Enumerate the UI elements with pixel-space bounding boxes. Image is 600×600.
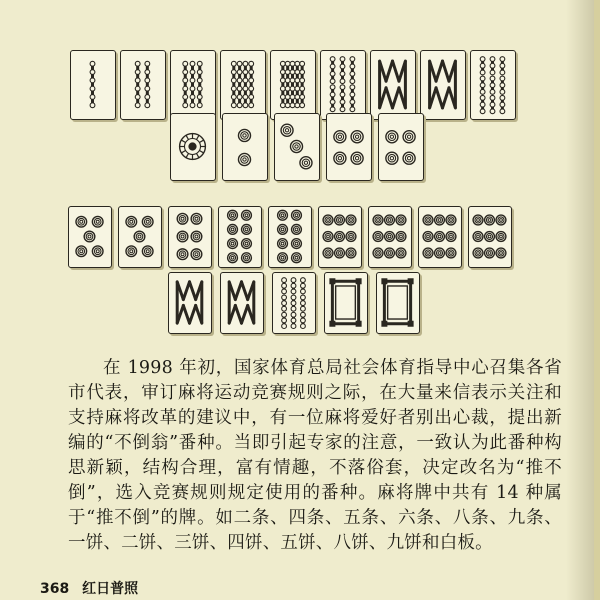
nine-circle-tile xyxy=(468,206,512,268)
five-circle-tile xyxy=(118,206,162,268)
nine-bamboo-tile xyxy=(272,272,316,334)
white-dragon-tile xyxy=(376,272,420,334)
page-number: 368 xyxy=(40,581,70,597)
eight-circle-tile xyxy=(218,206,262,268)
six-circle-tile xyxy=(168,206,212,268)
eight-bamboo-tile xyxy=(220,272,264,334)
nine-circle-tile xyxy=(418,206,462,268)
two-bamboo-tile xyxy=(120,50,166,120)
body-paragraph: 在 1998 年初，国家体育总局社会体育指导中心召集各省市代表，审订麻将运动竞赛规则之际，在大量来信表示关注和支持麻将改革的建议中，有一位麻将爱好者别出心裁，提出新编的“不倒翁”番种。当即引起专家的注意，一致认为此番种构思新颖，结构合理，富有情趣，不落俗套，决定改名为“推不倒”，选入竞赛规则规定使用的番种。麻将牌中共有 14 种属于“推不倒”的牌。如二条、四条、五条、六条、八条、九条、一饼、二饼、三饼、四饼、五饼、八饼、九饼和白板。 xyxy=(68,358,562,553)
running-title: 红日普照 xyxy=(82,581,139,597)
three-circle-tile xyxy=(274,113,320,181)
two-circle-tile xyxy=(222,113,268,181)
nine-circle-tile xyxy=(318,206,362,268)
nine-circle-tile xyxy=(368,206,412,268)
four-bamboo-tile xyxy=(220,50,266,120)
five-bamboo-tile xyxy=(270,50,316,120)
page-edge xyxy=(594,0,600,600)
five-circle-tile xyxy=(68,206,112,268)
four-circle-tile xyxy=(378,113,424,181)
one-bamboo-tile xyxy=(70,50,116,120)
white-dragon-tile xyxy=(324,272,368,334)
eight-bamboo-tile xyxy=(370,50,416,120)
nine-bamboo-tile xyxy=(470,50,516,120)
one-circle-tile xyxy=(170,113,216,181)
six-bamboo-tile xyxy=(320,50,366,120)
page-footer xyxy=(40,578,138,598)
eight-circle-tile xyxy=(268,206,312,268)
three-bamboo-tile xyxy=(170,50,216,120)
four-circle-tile xyxy=(326,113,372,181)
eight-bamboo-tile xyxy=(168,272,212,334)
eight-bamboo-tile xyxy=(420,50,466,120)
body-paragraph-block xyxy=(68,356,562,556)
